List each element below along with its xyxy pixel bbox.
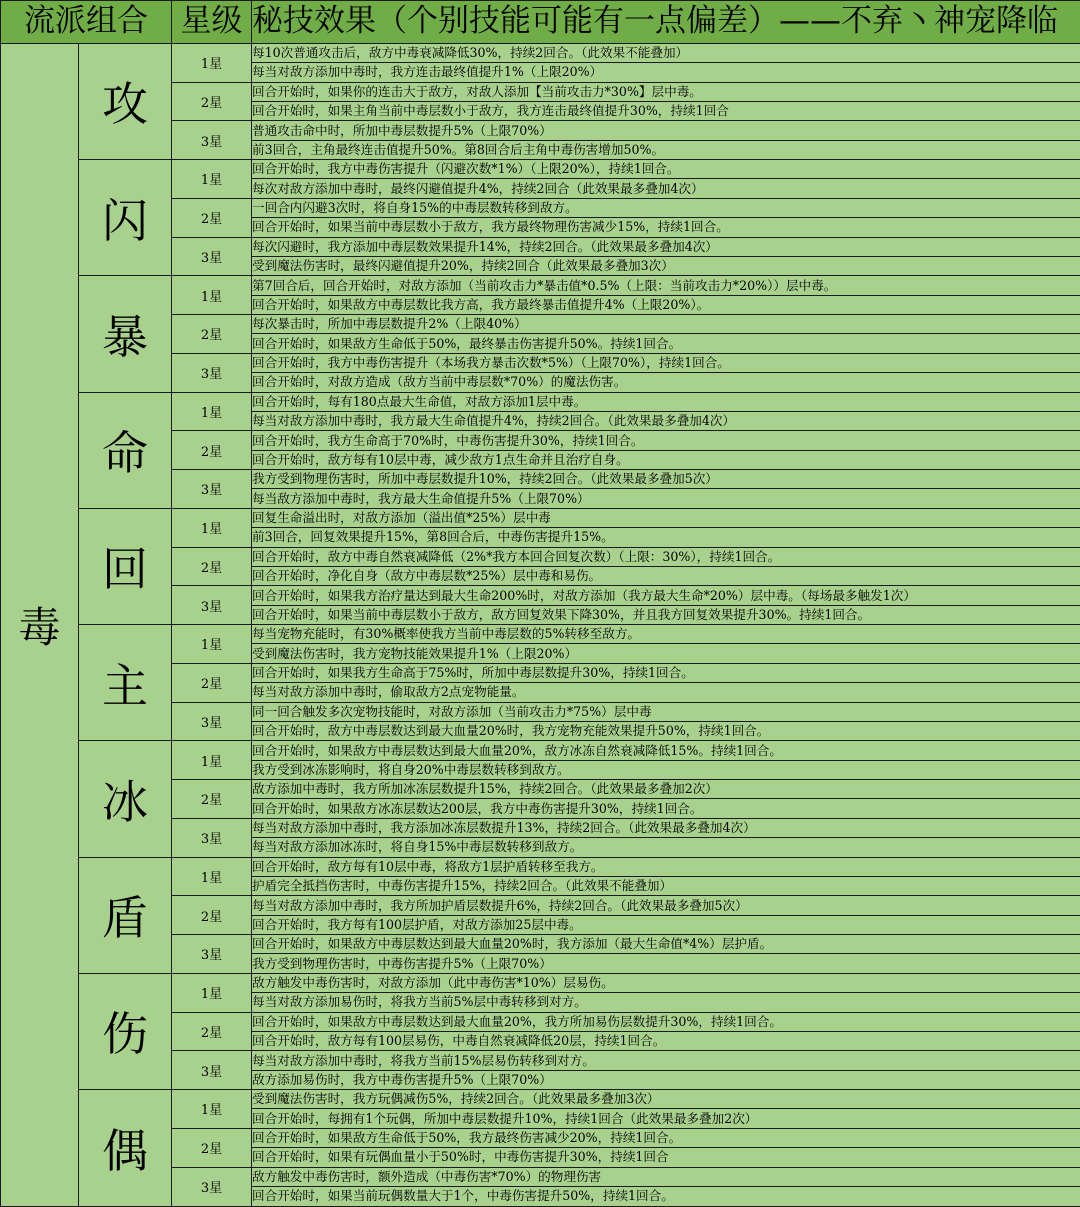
effect-text: 敌方添加中毒时，我方所加冰冻层数提升15%，持续2回合。（此效果最多叠加2次）	[252, 780, 1080, 799]
effect-text: 第7回合后，回合开始时，对敌方添加（当前攻击力*暴击值*0.5%（上限：当前攻击力*20%））层中毒。	[252, 276, 1080, 295]
effect-text: 回合开始时，如果当前中毒层数小于敌方，敌方回复效果下降30%，并且我方回复效果提升30%。持续1回合。	[252, 605, 1080, 624]
effect-text: 每次暴击时，所加中毒层数提升2%（上限40%）	[252, 315, 1080, 334]
group-cell: 命	[79, 392, 172, 508]
star-level-cell: 2星	[172, 315, 252, 354]
effect-text: 回合开始时，如果敌方中毒层数比我方高，我方最终暴击值提升4%（上限20%）。	[252, 295, 1080, 314]
effect-text: 每10次普通攻击后，敌方中毒衰减降低30%，持续2回合。（此效果不能叠加）	[252, 43, 1080, 62]
school-cell: 毒	[1, 43, 79, 1206]
effect-text: 我方受到物理伤害时，中毒伤害提升5%（上限70%）	[252, 954, 1080, 973]
effect-row	[1, 43, 1080, 62]
group-cell: 偶	[79, 1090, 172, 1207]
star-level-cell: 3星	[172, 237, 252, 276]
star-level-cell: 2星	[172, 82, 252, 121]
effect-text: 护盾完全抵挡伤害时，中毒伤害提升15%，持续2回合。（此效果不能叠加）	[252, 876, 1080, 895]
star-level-cell: 1星	[172, 857, 252, 896]
star-level-cell: 2星	[172, 1012, 252, 1051]
effect-text: 受到魔法伤害时，最终闪避值提升20%，持续2回合（此效果最多叠加3次）	[252, 256, 1080, 275]
effect-text: 回合开始时，净化自身（敌方中毒层数*25%）层中毒和易伤。	[252, 566, 1080, 585]
group-cell: 盾	[79, 857, 172, 973]
effect-text: 每当对敌方添加易伤时，将我方当前5%层中毒转移到对方。	[252, 993, 1080, 1012]
effect-text: 回合开始时，如果敌方中毒层数达到最大血量20%时，我方添加（最大生命值*4%）层护盾。	[252, 935, 1080, 954]
effect-text: 回合开始时，每拥有1个玩偶，所加中毒层数提升10%，持续1回合（此效果最多叠加2次）	[252, 1109, 1080, 1128]
effect-row	[1, 1090, 1080, 1109]
star-level-cell: 2星	[172, 547, 252, 586]
effect-text: 回合开始时，如果主角当前中毒层数小于敌方，我方连击最终值提升30%，持续1回合	[252, 101, 1080, 120]
group-cell: 主	[79, 625, 172, 741]
star-level-cell: 1星	[172, 973, 252, 1012]
header-school-combo: 流派组合	[1, 1, 172, 44]
star-level-cell: 3星	[172, 121, 252, 160]
group-cell: 暴	[79, 276, 172, 392]
star-level-cell: 1星	[172, 43, 252, 82]
effect-text: 回合开始时，敌方中毒自然衰减降低（2%*我方本回合回复次数）（上限：30%），持续1回合。	[252, 547, 1080, 566]
star-level-cell: 1星	[172, 508, 252, 547]
effect-row	[1, 160, 1080, 179]
effect-row	[1, 392, 1080, 411]
star-level-cell: 3星	[172, 935, 252, 974]
star-level-cell: 1星	[172, 392, 252, 431]
group-cell: 冰	[79, 741, 172, 857]
star-level-cell: 2星	[172, 198, 252, 237]
effect-text: 回合开始时，敌方每有10层中毒，将敌方1层护盾转移至我方。	[252, 857, 1080, 876]
effect-row	[1, 508, 1080, 527]
effect-text: 每当宠物充能时，有30%概率使我方当前中毒层数的5%转移至敌方。	[252, 625, 1080, 644]
star-level-cell: 3星	[172, 818, 252, 857]
effect-row	[1, 625, 1080, 644]
effect-text: 前3回合，回复效果提升15%，第8回合后，中毒伤害提升15%。	[252, 528, 1080, 547]
effect-text: 敌方添加易伤时，我方中毒伤害提升5%（上限70%）	[252, 1070, 1080, 1089]
effect-text: 回合开始时，如果你的连击大于敌方，对敌人添加【当前攻击力*30%】层中毒。	[252, 82, 1080, 101]
effect-text: 回合开始时，对敌方造成（敌方当前中毒层数*70%）的魔法伤害。	[252, 373, 1080, 392]
effect-text: 回合开始时，如果敌方中毒层数达到最大血量20%，我方所加易伤层数提升30%，持续1回合。	[252, 1012, 1080, 1031]
effect-row	[1, 276, 1080, 295]
header-skill-effect: 秘技效果（个别技能可能有一点偏差）——不弃丶神宠降临	[252, 1, 1080, 44]
effect-text: 回合开始时，如果当前玩偶数量大于1个，中毒伤害提升50%，持续1回合。	[252, 1186, 1080, 1206]
star-level-cell: 3星	[172, 702, 252, 741]
effect-text: 回复生命溢出时，对敌方添加（溢出值*25%）层中毒	[252, 508, 1080, 527]
effect-text: 敌方触发中毒伤害时，对敌方添加（此中毒伤害*10%）层易伤。	[252, 973, 1080, 992]
star-level-cell: 1星	[172, 276, 252, 315]
effect-text: 回合开始时，我方每有100层护盾，对敌方添加25层中毒。	[252, 915, 1080, 934]
effect-row	[1, 857, 1080, 876]
group-cell: 闪	[79, 160, 172, 276]
effect-text: 每当对敌方添加中毒时，我方最大生命值提升4%，持续2回合。（此效果最多叠加4次）	[252, 411, 1080, 430]
effect-row	[1, 973, 1080, 992]
header-row	[1, 1, 1080, 44]
effect-text: 每当对敌方添加中毒时，我方添加冰冻层数提升13%，持续2回合。（此效果最多叠加4次）	[252, 818, 1080, 837]
effect-text: 回合开始时，如果当前中毒层数小于敌方，我方最终物理伤害减少15%，持续1回合。	[252, 218, 1080, 237]
effect-text: 受到魔法伤害时，我方宠物技能效果提升1%（上限20%）	[252, 644, 1080, 663]
effect-text: 回合开始时，我方生命高于70%时，中毒伤害提升30%，持续1回合。	[252, 431, 1080, 450]
effect-text: 前3回合，主角最终连击值提升50%。第8回合后主角中毒伤害增加50%。	[252, 140, 1080, 159]
effect-text: 我方受到冰冻影响时，将自身20%中毒层数转移到敌方。	[252, 760, 1080, 779]
star-level-cell: 2星	[172, 431, 252, 470]
effect-text: 回合开始时，如果敌方生命低于50%，我方最终伤害减少20%，持续1回合。	[252, 1128, 1080, 1147]
effect-text: 回合开始时，如果敌方中毒层数达到最大血量20%，敌方冰冻自然衰减降低15%。持续1回合。	[252, 741, 1080, 760]
effect-text: 每当对敌方添加中毒时，偷取敌方2点宠物能量。	[252, 683, 1080, 702]
star-level-cell: 3星	[172, 353, 252, 392]
effect-text: 每次对敌方添加中毒时，最终闪避值提升4%，持续2回合（此效果最多叠加4次）	[252, 179, 1080, 198]
effect-text: 同一回合触发多次宠物技能时，对敌方添加（当前攻击力*75%）层中毒	[252, 702, 1080, 721]
effect-text: 回合开始时，敌方每有10层中毒，减少敌方1点生命并且治疗自身。	[252, 450, 1080, 469]
group-cell: 攻	[79, 43, 172, 159]
effect-text: 回合开始时，如果我方生命高于75%时，所加中毒层数提升30%，持续1回合。	[252, 663, 1080, 682]
effect-text: 回合开始时，敌方中毒层数达到最大血量20%时，我方宠物充能效果提升50%，持续1回合。	[252, 721, 1080, 740]
star-level-cell: 3星	[172, 1051, 252, 1090]
star-level-cell: 1星	[172, 160, 252, 199]
effect-text: 敌方触发中毒伤害时，额外造成（中毒伤害*70%）的物理伤害	[252, 1167, 1080, 1186]
effect-text: 每次闪避时，我方添加中毒层数效果提升14%，持续2回合。（此效果最多叠加4次）	[252, 237, 1080, 256]
effect-text: 每当对敌方添加中毒时，将我方当前15%层易伤转移到对方。	[252, 1051, 1080, 1070]
effect-text: 每当对敌方添加中毒时，我方所加护盾层数提升6%，持续2回合。（此效果最多叠加5次）	[252, 896, 1080, 915]
star-level-cell: 2星	[172, 663, 252, 702]
group-cell: 伤	[79, 973, 172, 1089]
star-level-cell: 1星	[172, 741, 252, 780]
star-level-cell: 1星	[172, 1090, 252, 1129]
effect-row	[1, 741, 1080, 760]
effect-text: 回合开始时，如果敌方冰冻层数达200层，我方中毒伤害提升30%，持续1回合。	[252, 799, 1080, 818]
effect-text: 每当对敌方添加冰冻时，将自身15%中毒层数转移到敌方。	[252, 838, 1080, 857]
star-level-cell: 2星	[172, 896, 252, 935]
effect-text: 回合开始时，如果敌方生命低于50%，最终暴击伤害提升50%。持续1回合。	[252, 334, 1080, 353]
star-level-cell: 2星	[172, 780, 252, 819]
effect-text: 普通攻击命中时，所加中毒层数提升5%（上限70%）	[252, 121, 1080, 140]
effect-text: 回合开始时，如果有玩偶血量小于50%时，中毒伤害提升30%，持续1回合	[252, 1148, 1080, 1167]
effect-text: 回合开始时，我方中毒伤害提升（本场我方暴击次数*5%）（上限70%），持续1回合。	[252, 353, 1080, 372]
effect-text: 回合开始时，我方中毒伤害提升（闪避次数*1%）（上限20%），持续1回合。	[252, 160, 1080, 179]
star-level-cell: 3星	[172, 586, 252, 625]
star-level-cell: 1星	[172, 625, 252, 664]
effect-text: 我方受到物理伤害时，所加中毒层数提升10%，持续2回合。（此效果最多叠加5次）	[252, 470, 1080, 489]
effect-text: 回合开始时，如果我方治疗量达到最大生命200%时，对敌方添加（我方最大生命*20%）层中毒。（每场最多触发1次）	[252, 586, 1080, 605]
header-star-level: 星级	[172, 1, 252, 44]
star-level-cell: 3星	[172, 470, 252, 509]
effect-text: 回合开始时，敌方每有100层易伤，中毒自然衰减降低20层，持续1回合。	[252, 1031, 1080, 1050]
effect-text: 一回合内闪避3次时，将自身15%的中毒层数转移到敌方。	[252, 198, 1080, 217]
effect-text: 回合开始时，每有180点最大生命值，对敌方添加1层中毒。	[252, 392, 1080, 411]
star-level-cell: 3星	[172, 1167, 252, 1206]
effect-text: 每当对敌方添加中毒时，我方连击最终值提升1%（上限20%）	[252, 63, 1080, 82]
effect-text: 受到魔法伤害时，我方玩偶减伤5%，持续2回合。（此效果最多叠加3次）	[252, 1090, 1080, 1109]
effect-text: 每当敌方添加中毒时，我方最大生命值提升5%（上限70%）	[252, 489, 1080, 508]
group-cell: 回	[79, 508, 172, 624]
star-level-cell: 2星	[172, 1128, 252, 1167]
